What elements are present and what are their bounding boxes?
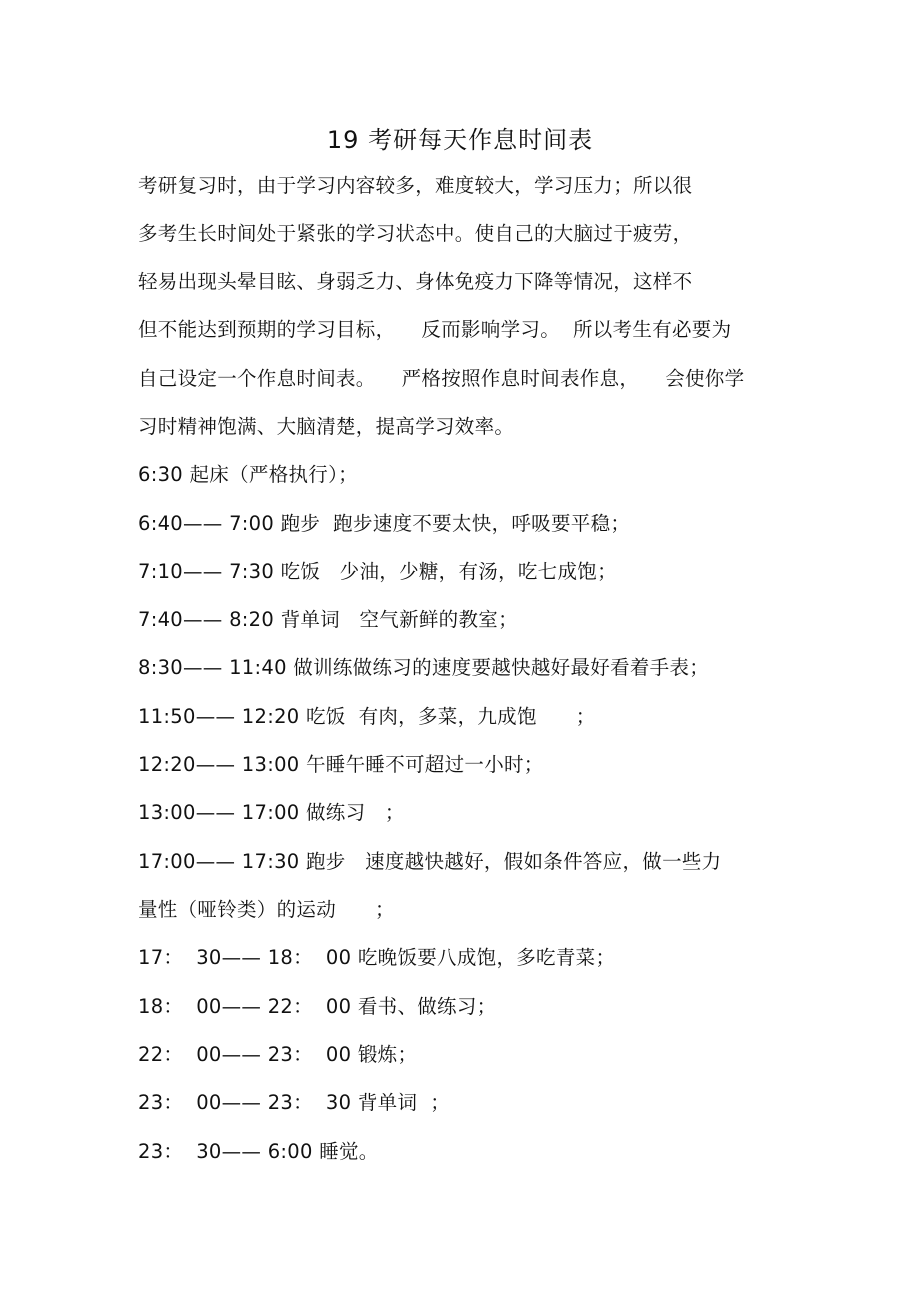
intro-line: 自己设定一个作息时间表。 严格按照作息时间表作息， 会使你学 [138,367,745,390]
schedule-line: 7:10—— 7:30 吃饭 少油，少糖，有汤，吃七成饱； [138,560,617,583]
schedule-line: 12:20—— 13:00 午睡午睡不可超过一小时； [138,753,544,776]
intro-line: 轻易出现头晕目眩、身弱乏力、身体免疫力下降等情况，这样不 [138,270,693,293]
intro-line: 习时精神饱满、大脑清楚，提高学习效率。 [138,415,515,438]
schedule-line: 17:00—— 17:30 跑步 速度越快越好，假如条件答应，做一些力 [138,850,722,873]
intro-line: 多考生长时间处于紧张的学习状态中。使自己的大脑过于疲劳， [138,222,693,245]
schedule-line: 23： 30—— 6:00 睡觉。 [138,1140,379,1163]
schedule-line: 6:40—— 7:00 跑步 跑步速度不要太快，呼吸要平稳； [138,512,631,535]
schedule-line: 22： 00—— 23： 00 锻炼； [138,1043,418,1066]
schedule-line: 6:30 起床（严格执行）； [138,463,358,486]
schedule-line: 23： 00—— 23： 30 背单词 ； [138,1091,451,1114]
schedule-line: 13:00—— 17:00 做练习 ； [138,801,405,824]
schedule-line: 量性（哑铃类）的运动 ； [138,898,395,921]
page-title: 19 考研每天作息时间表 [326,126,594,154]
schedule-line: 7:40—— 8:20 背单词 空气新鲜的教室； [138,608,518,631]
intro-line: 但不能达到预期的学习目标， 反而影响学习。 所以考生有必要为 [138,318,732,341]
schedule-line: 18： 00—— 22： 00 看书、做练习； [138,995,497,1018]
schedule-line: 11:50—— 12:20 吃饭 有肉，多菜，九成饱 ； [138,705,596,728]
schedule-line: 17： 30—— 18： 00 吃晚饭要八成饱，多吃青菜； [138,946,616,969]
intro-line: 考研复习时，由于学习内容较多，难度较大，学习压力；所以很 [138,174,693,197]
schedule-line: 8:30—— 11:40 做训练做练习的速度要越快越好最好看着手表； [138,656,710,679]
